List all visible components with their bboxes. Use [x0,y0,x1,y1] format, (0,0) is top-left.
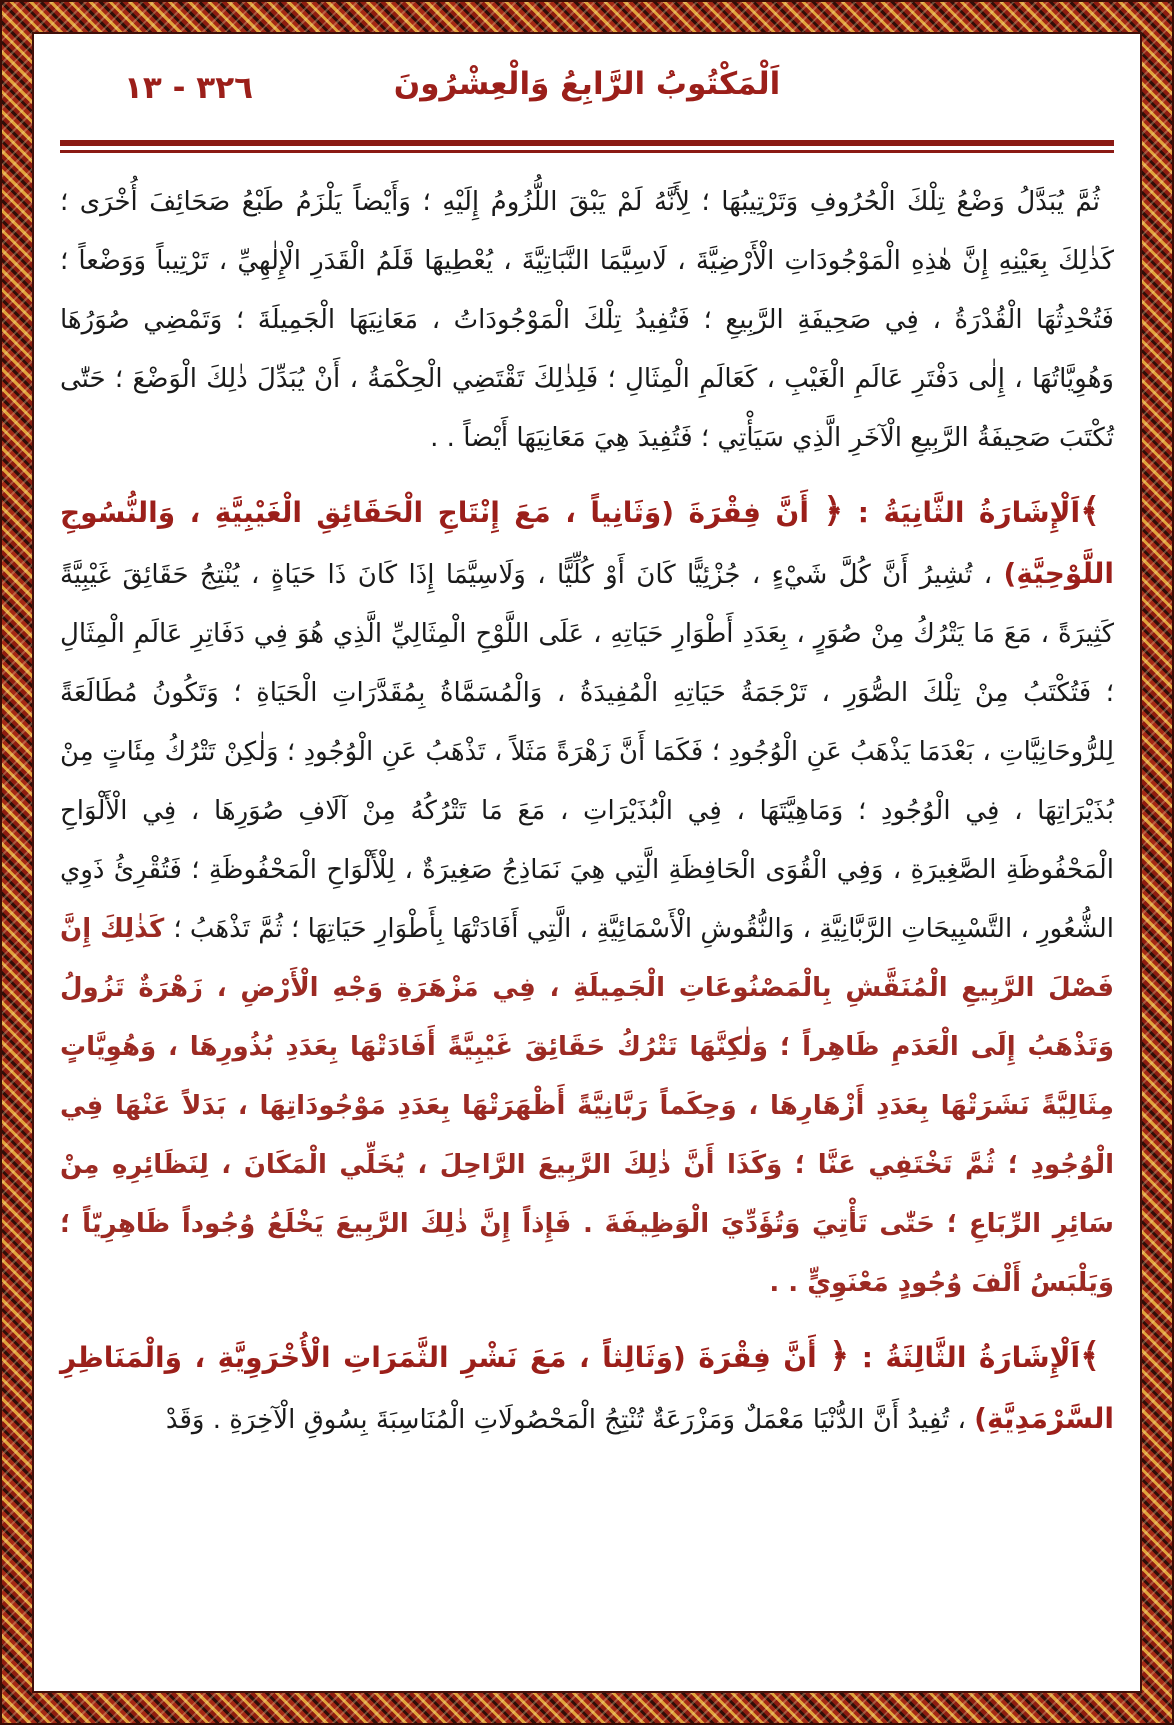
section-open-ornament-icon: ﴾ [1080,491,1100,531]
third-indication-red-intro: أَنَّ فِقْرَةَ (وَثَالِثاً ، مَعَ نَشْرِ الثَّمَرَاتِ الْأُخْرَوِيَّةِ ، وَالْمَنَاظِرِ السَّرْمَدِيَّةِ) [60,1341,1114,1435]
section-open-ornament-icon: ﴾ [1080,1336,1100,1376]
section-mid-ornament-icon: ﴿ [823,491,844,531]
page-title: اَلْمَكْتُوبُ الرَّابِعُ وَالْعِشْرُونَ [393,66,781,102]
header-divider-rule [60,140,1114,153]
second-indication-red-intro: أَنَّ فِقْرَةَ (وَثَانِياً ، مَعَ إِنْتَاجِ الْحَقَائِقِ الْغَيْبِيَّةِ ، وَالنُّسُوجِ اللَّوْحِيَّةِ) [60,496,1114,590]
second-indication-heading: اَلْإِشَارَةُ الثَّانِيَةُ : [843,496,1081,529]
third-indication-body-text: ، تُفِيدُ أَنَّ الدُّنْيَا مَعْمَلٌ وَمَزْرَعَةٌ تُنْتِجُ الْمَحْصُولَاتِ الْمُنَاسِبَةَ بِسُوقِ الْآخِرَةِ . وَقَدْ [165,1405,975,1435]
paragraph-first-text: ثُمَّ يُبَدَّلُ وَضْعُ تِلْكَ الْحُرُوفِ وَتَرْتِيبُهَا ؛ لِأَنَّهُ لَمْ يَبْقَ اللُّزُومُ إِلَيْهِ ؛ وَأَيْضاً يَلْزَمُ طَبْعُ صَحَائِفَ أُخْرَى ؛ كَذٰلِكَ بِعَيْنِهِ إِنَّ هٰذِهِ الْمَوْجُودَاتِ الْأَرْضِيَّةَ ، لَاسِيَّمَا النَّبَاتِيَّةَ ، يُعْطِيهَا قَلَمُ الْقَدَرِ الْإِلٰهِيِّ ، تَرْتِيباً وَوَضْعاً ؛ فَتُحْدِثُهَا الْقُدْرَةُ ، فِي صَحِيفَةِ الرَّبِيعِ ؛ فَتُفِيدُ تِلْكَ الْمَوْجُودَاتُ ، مَعَانِيَهَا الْجَمِيلَةَ ؛ وَتَمْضِي صُوَرُهَا وَهُوِيَّاتُهَا ، إِلٰى دَفْتَرِ عَالَمِ الْغَيْبِ ، كَعَالَمِ الْمِثَالِ ؛ فَلِذٰلِكَ تَقْتَضِي الْحِكْمَةُ ، أَنْ يُبَدِّلَ ذٰلِكَ الْوَضْعَ ؛ حَتّٰى تُكْتَبَ صَحِيفَةُ الرَّبِيعِ الْآخَرِ الَّذِي سَيَأْتِي ؛ فَتُفِيدَ هِيَ مَعَانِيَهَا أَيْضاً . . [60,187,1114,453]
paragraph-first [60,173,1114,468]
page-header [60,62,1114,134]
third-indication-heading: اَلْإِشَارَةُ الثَّالِثَةُ : [849,1341,1081,1374]
section-mid-ornament-icon: ﴿ [829,1336,850,1376]
page-number: ٣٢٦ - ١٣ [124,70,254,106]
page-content [32,32,1142,1693]
paragraph-third-indication [60,1327,1114,1450]
paragraph-second-indication [60,482,1114,1313]
second-indication-red-passage: كَذٰلِكَ إِنَّ فَصْلَ الرَّبِيعِ الْمُنَقَّشِ بِالْمَصْنُوعَاتِ الْجَمِيلَةِ ، فِي مَزْهَرَةِ وَجْهِ الْأَرْضِ ، زَهْرَةٌ تَزُولُ وَتَذْهَبُ إِلَى الْعَدَمِ ظَاهِراً ؛ وَلٰكِنَّهَا تَتْرُكُ حَقَائِقَ غَيْبِيَّةً أَفَادَتْهَا بِعَدَدِ بُذُورِهَا ، وَهُوِيَّاتٍ مِثَالِيَّةً نَشَرَتْهَا بِعَدَدِ أَزْهَارِهَا ، وَحِكَماً رَبَّانِيَّةً أَظْهَرَتْهَا بِعَدَدِ مَوْجُودَاتِهَا ، بَدَلاً عَنْهَا فِي الْوُجُودِ ؛ ثُمَّ تَخْتَفِي عَنَّا ؛ وَكَذَا أَنَّ ذٰلِكَ الرَّبِيعَ الرَّاحِلَ ، يُخَلِّي الْمَكَانَ ، لِنَظَائِرِهِ مِنْ سَائِرِ الرِّبَاعِ ؛ حَتّٰى تَأْتِيَ وَتُؤَدِّيَ الْوَظِيفَةَ . فَإِذاً إِنَّ ذٰلِكَ الرَّبِيعَ يَخْلَعُ وُجُوداً ظَاهِرِيّاً ؛ وَيَلْبَسُ أَلْفَ وُجُودٍ مَعْنَوِيٍّ . . [60,914,1114,1298]
second-indication-body-text: ، تُشِيرُ أَنَّ كُلَّ شَيْءٍ ، جُزْئِيًّا كَانَ أَوْ كُلِّيًّا ، وَلَاسِيَّمَا إِذَا كَانَ ذَا حَيَاةٍ ، يُنْتِجُ حَقَائِقَ غَيْبِيَّةً كَثِيرَةً ، مَعَ مَا يَتْرُكُ مِنْ صُوَرٍ ، بِعَدَدِ أَطْوَارِ حَيَاتِهِ ، عَلَى اللَّوْحِ الْمِثَالِيِّ الَّذِي هُوَ فِي دَفَاتِرِ عَالَمِ الْمِثَالِ ؛ فَتُكْتَبُ مِنْ تِلْكَ الصُّوَرِ ، تَرْجَمَةُ حَيَاتِهِ الْمُفِيدَةُ ، وَالْمُسَمَّاةُ بِمُقَدَّرَاتِ الْحَيَاةِ ؛ وَتَكُونُ مُطَالَعَةً لِلرُّوحَانِيَّاتِ ، بَعْدَمَا يَذْهَبُ عَنِ الْوُجُودِ ؛ فَكَمَا أَنَّ زَهْرَةً مَثَلاً ، تَذْهَبُ عَنِ الْوُجُودِ ؛ وَلٰكِنْ تَتْرُكُ مِئَاتٍ مِنْ بُذَيْرَاتِهَا ، فِي الْوُجُودِ ؛ وَمَاهِيَّتَهَا ، فِي الْبُذَيْرَاتِ ، مَعَ مَا تَتْرُكُهُ مِنْ آلَافِ صُوَرِهَا ، فِي الْأَلْوَاحِ الْمَحْفُوظَةِ الصَّغِيرَةِ ، وَفِي الْقُوَى الْحَافِظَةِ الَّتِي هِيَ نَمَاذِجُ صَغِيرَةٌ ، لِلْأَلْوَاحِ الْمَحْفُوظَةِ ؛ فَتُقْرِئُ ذَوِي الشُّعُورِ ، التَّسْبِيحَاتِ الرَّبَّانِيَّةِ ، وَالنُّقُوشِ الْأَسْمَائِيَّةِ ، الَّتِي أَفَادَتْهَا بِأَطْوَارِ حَيَاتِهَا ؛ ثُمَّ تَذْهَبُ ؛ [60,560,1114,944]
